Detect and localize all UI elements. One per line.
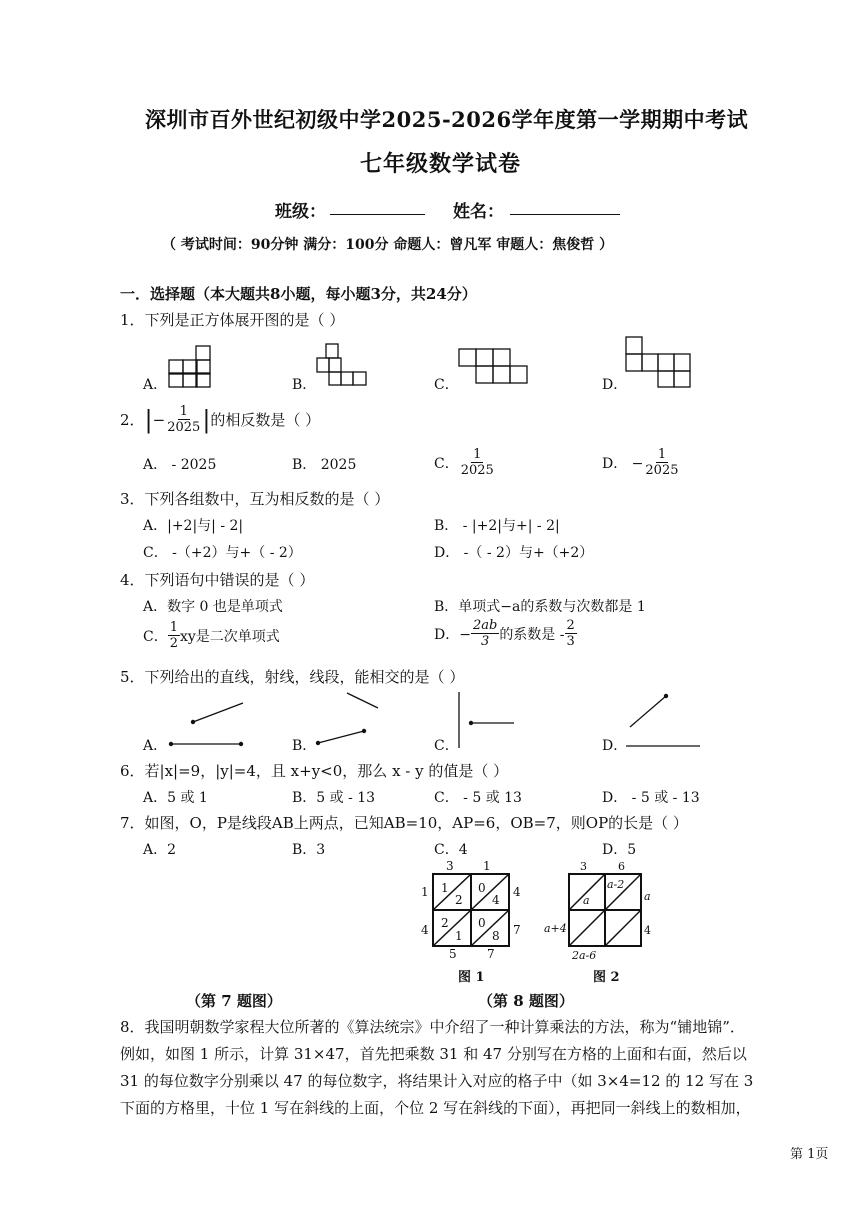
fig1-cell-7: 0 bbox=[478, 916, 486, 930]
figure-1-grid bbox=[415, 860, 525, 960]
q1-net-a bbox=[168, 345, 213, 390]
q1-net-b bbox=[316, 343, 371, 388]
fig2-right-1: a bbox=[644, 890, 651, 903]
fig1-bottom-1: 5 bbox=[449, 947, 457, 961]
q4-option-c bbox=[143, 620, 280, 651]
fig1-right-2: 7 bbox=[513, 923, 521, 937]
fig1-right-1: 4 bbox=[513, 885, 521, 899]
section-heading: 一．选择题（本大题共8小题，每小题3分，共24分） bbox=[120, 285, 477, 303]
q2-suffix: 的相反数是（ ） bbox=[210, 411, 321, 429]
q1-net-d bbox=[625, 336, 695, 391]
fig2-right-2: 4 bbox=[644, 924, 651, 937]
q8-line-1: 8．我国明朝数学家程大位所著的《算法统宗》中介绍了一种计算乘法的方法，称为“铺地锦”． bbox=[120, 1018, 745, 1036]
q2-option-c-fraction: $\frac{1}{2025}$ bbox=[460, 447, 494, 478]
q1-stem: 1．下列是正方体展开图的是（ ） bbox=[120, 311, 345, 329]
q5-figure-b bbox=[312, 690, 387, 750]
q4-option-d-fraction: $\frac{2ab}{3}$ bbox=[472, 618, 498, 649]
fig1-top-1: 3 bbox=[446, 859, 454, 873]
q1-net-c bbox=[458, 348, 530, 388]
q3-option-b: B． - |+2|与+| - 2| bbox=[434, 518, 560, 534]
q4-option-d-fraction2: $\frac{2}{3}$ bbox=[566, 618, 575, 649]
q5-figure-d bbox=[620, 690, 705, 752]
q5-option-d: D． bbox=[602, 738, 628, 754]
fig1-cell-8: 8 bbox=[492, 929, 500, 943]
q3-option-a: A．|+2|与| - 2| bbox=[143, 518, 244, 534]
exam-info: （ 考试时间：90分钟 满分：100分 命题人：曾凡军 审题人：焦俊哲 ） bbox=[162, 237, 614, 253]
q4-option-a: A．数字 0 也是单项式 bbox=[143, 599, 283, 615]
q3-option-c: C． -（+2）与+（ - 2） bbox=[143, 545, 302, 561]
q6-option-a: A．5 或 1 bbox=[143, 790, 208, 806]
q8-line-2: 例如，如图 1 所示，计算 31×47，首先把乘数 31 和 47 分别写在方格的上面和右面，然后以 bbox=[120, 1045, 747, 1063]
q5-option-a: A． bbox=[143, 738, 168, 754]
fig1-left-1: 1 bbox=[421, 885, 429, 899]
q4-option-d-label: D．− bbox=[434, 626, 471, 643]
q5-option-b: B． bbox=[292, 738, 317, 754]
q3-stem: 3．下列各组数中，互为相反数的是（ ） bbox=[120, 490, 390, 508]
q1-option-a: A． bbox=[143, 377, 168, 393]
fig1-bottom-2: 7 bbox=[487, 947, 495, 961]
minus-sign: − bbox=[152, 410, 166, 429]
q6-stem: 6．若|x|=9，|y|=4，且 x+y<0，那么 x - y 的值是（ ） bbox=[120, 762, 509, 780]
class-label: 班级： bbox=[275, 202, 326, 222]
fig1-cell-5: 2 bbox=[441, 916, 449, 930]
q8-line-4: 下面的方格里，十位 1 写在斜线的上面，个位 2 写在斜线的下面），再把同一斜线上的数相加， bbox=[120, 1099, 751, 1117]
q2-option-c-label: C． bbox=[434, 455, 459, 472]
q5-stem: 5．下列给出的直线，射线，线段，能相交的是（ ） bbox=[120, 668, 465, 686]
fig1-caption: 图 1 bbox=[458, 970, 485, 985]
q4-option-c-text: xy是二次单项式 bbox=[180, 628, 280, 645]
fig1-left-2: 4 bbox=[421, 923, 429, 937]
q2-option-d bbox=[602, 447, 681, 478]
q5-figure-a bbox=[165, 700, 250, 750]
q2-option-c bbox=[434, 447, 496, 478]
q8-line-3: 31 的每位数字分别乘以 47 的每位数字，将结果计入对应的格子中（如 3×4=12 的 12 写在 3 bbox=[120, 1072, 754, 1090]
q2-option-d-fraction: $\frac{1}{2025}$ bbox=[645, 447, 679, 478]
fig1-cell-3: 0 bbox=[478, 881, 486, 895]
q2-stem bbox=[120, 404, 320, 435]
fig2-cell-a: a bbox=[583, 894, 590, 907]
fig1-top-2: 1 bbox=[483, 859, 491, 873]
q1-option-c: C． bbox=[434, 377, 459, 393]
q7-option-b: B．3 bbox=[292, 842, 326, 858]
q2-prefix: 2． bbox=[120, 411, 145, 429]
fig1-cell-2: 2 bbox=[455, 893, 463, 907]
q2-fraction: $\frac{1}{2025}$ bbox=[167, 404, 201, 435]
q4-option-d bbox=[434, 618, 577, 649]
q4-option-c-label: C． bbox=[143, 628, 168, 645]
q6-option-d: D． - 5 或 - 13 bbox=[602, 790, 700, 806]
q2-option-b: B． 2025 bbox=[292, 457, 357, 473]
fig2-top-1: 3 bbox=[580, 860, 587, 873]
abs-bar-right: | bbox=[202, 405, 211, 434]
q4-option-c-fraction: $\frac{1}{2}$ bbox=[169, 620, 178, 651]
q3-option-d: D． -（ - 2）与+（+2） bbox=[434, 545, 594, 561]
exam-subtitle: 七年级数学试卷 bbox=[360, 151, 522, 177]
fig2-left: a+4 bbox=[544, 922, 567, 935]
exam-title: 深圳市百外世纪初级中学2025-2026学年度第一学期期中考试 bbox=[145, 107, 749, 132]
fig2-top-inner: a-2 bbox=[607, 878, 625, 891]
q2-option-d-label: D． − bbox=[602, 455, 644, 472]
page-number: 第 1页 bbox=[790, 1147, 829, 1162]
class-blank[interactable] bbox=[330, 214, 425, 215]
fig1-cell-6: 1 bbox=[455, 929, 463, 943]
abs-bar-left: | bbox=[144, 405, 153, 434]
q5-figure-c bbox=[452, 690, 522, 750]
fig1-cell-4: 4 bbox=[492, 893, 500, 907]
q7-option-a: A．2 bbox=[143, 842, 177, 858]
q6-option-c: C． - 5 或 13 bbox=[434, 790, 522, 806]
q1-option-d: D． bbox=[602, 377, 628, 393]
q8-figure-caption: （第 8 题图） bbox=[478, 992, 574, 1010]
q1-option-b: B． bbox=[292, 377, 317, 393]
name-label: 姓名： bbox=[453, 202, 504, 222]
q2-option-a: A． - 2025 bbox=[143, 457, 217, 473]
q7-figure-caption: （第 7 题图） bbox=[186, 992, 282, 1010]
fig2-caption: 图 2 bbox=[593, 970, 620, 985]
q6-option-b: B．5 或 - 13 bbox=[292, 790, 376, 806]
q7-option-c: C．4 bbox=[434, 842, 468, 858]
fig1-cell-1: 1 bbox=[441, 881, 449, 895]
fig2-bottom: 2a-6 bbox=[572, 949, 597, 962]
q7-stem: 7．如图，O，P是线段AB上两点，已知AB=10，AP=6，OB=7，则OP的长是（ ） bbox=[120, 814, 688, 832]
q5-option-c: C． bbox=[434, 738, 459, 754]
figure-2-grid bbox=[543, 860, 663, 965]
q4-option-b: B．单项式−a的系数与次数都是 1 bbox=[434, 599, 646, 615]
q4-stem: 4．下列语句中错误的是（ ） bbox=[120, 571, 315, 589]
q4-option-d-text: 的系数是 - bbox=[499, 626, 565, 643]
fig2-top-2: 6 bbox=[618, 860, 625, 873]
q7-option-d: D．5 bbox=[602, 842, 637, 858]
name-blank[interactable] bbox=[510, 214, 620, 215]
